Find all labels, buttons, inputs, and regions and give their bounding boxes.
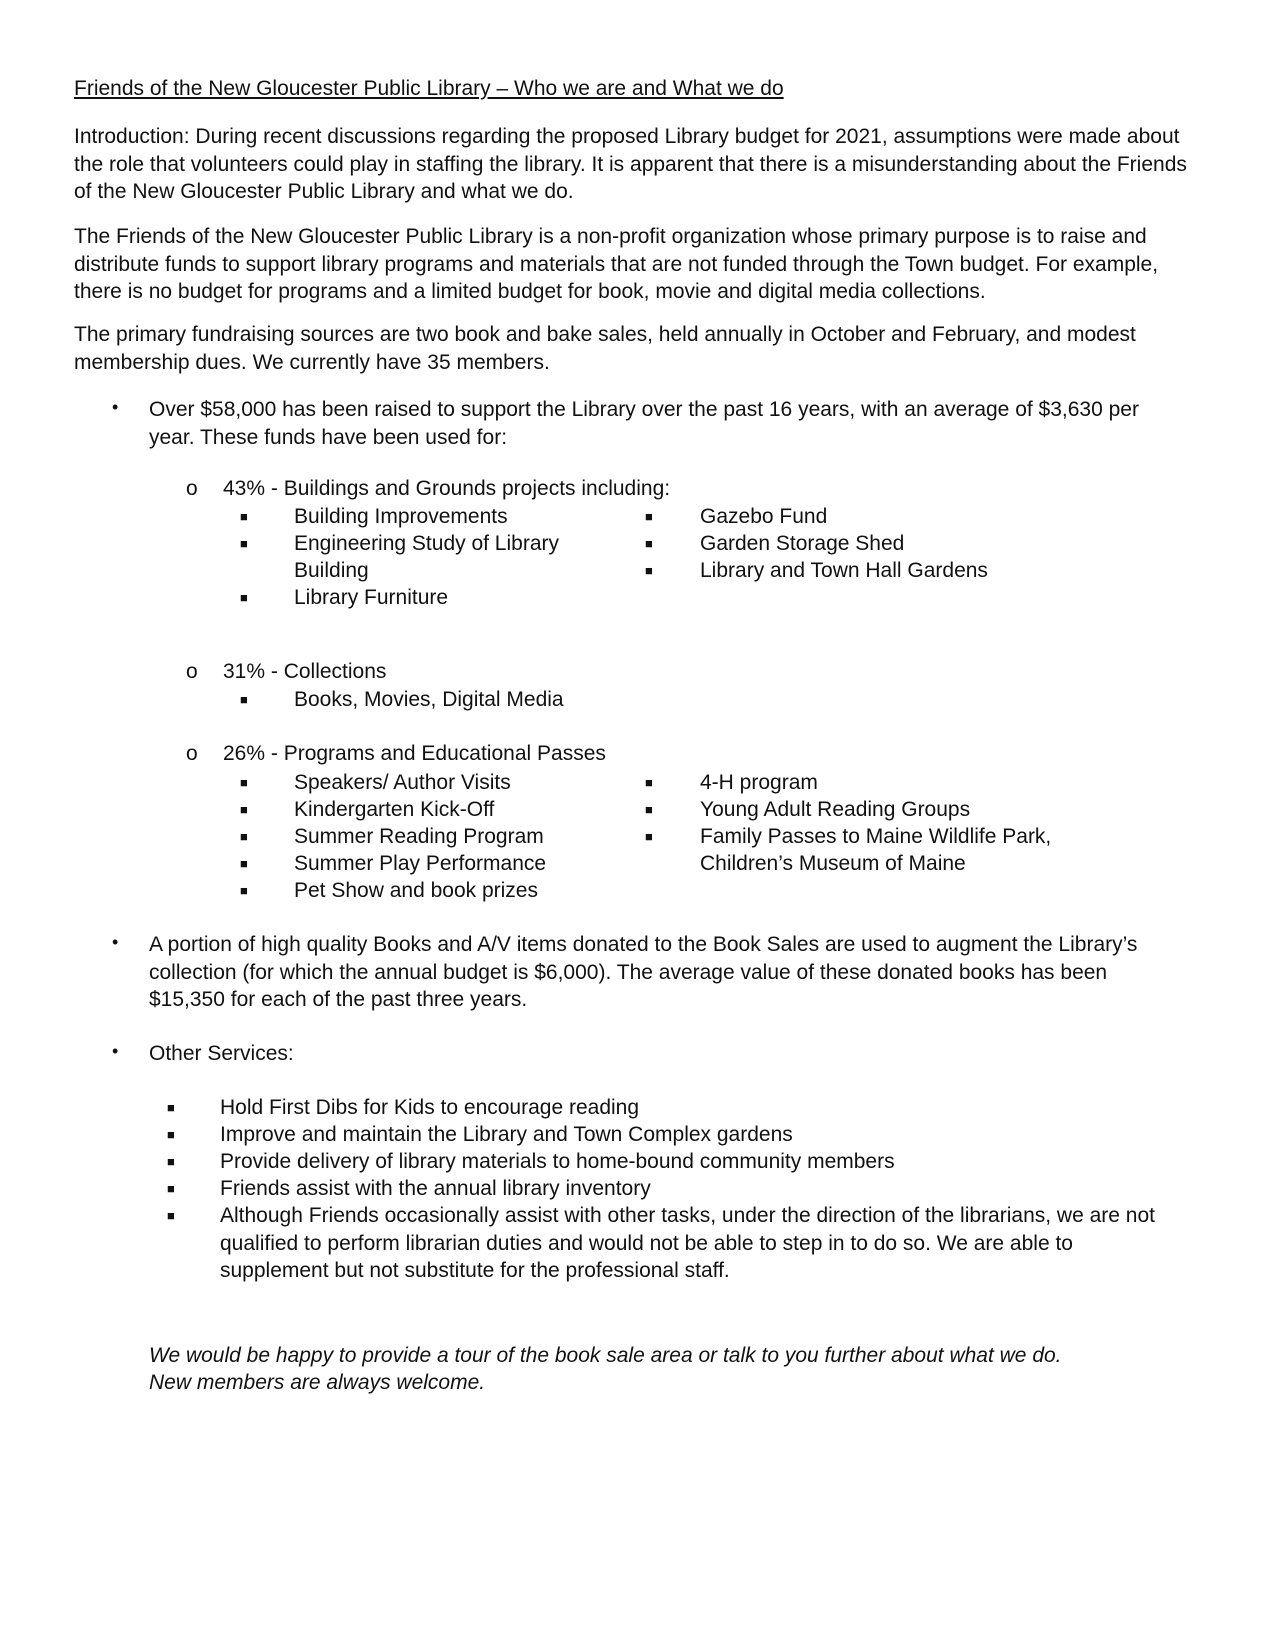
- intro-paragraph: Introduction: During recent discussions regarding the proposed Library budget for 2021, assumptions were made about the role that volunteers could play in staffing the library. It is apparent that there is a misunderstanding about the Friends of the New Gloucester Public Library and what we do.: [74, 125, 1187, 203]
- closing-line: New members are always welcome.: [149, 1371, 486, 1394]
- square-bullet-icon: ■: [240, 775, 248, 790]
- list-item: Summer Reading Program: [294, 825, 544, 848]
- bullet-dot-icon: •: [112, 932, 119, 952]
- programs-heading: 26% - Programs and Educational Passes: [223, 742, 606, 765]
- list-item: Gazebo Fund: [700, 505, 828, 528]
- list-item: Friends assist with the annual library inventory: [220, 1177, 651, 1200]
- list-item: Kindergarten Kick-Off: [294, 798, 495, 821]
- list-item: Garden Storage Shed: [700, 532, 905, 555]
- document-title: Friends of the New Gloucester Public Library – Who we are and What we do: [74, 77, 784, 100]
- square-bullet-icon: ■: [240, 692, 248, 707]
- square-bullet-icon: ■: [167, 1181, 175, 1196]
- square-bullet-icon: ■: [240, 590, 248, 605]
- list-item: Pet Show and book prizes: [294, 879, 538, 902]
- list-item: Although Friends occasionally assist with other tasks, under the direction of the librarians, we are not qualified to perform librarian duties and would not be able to step in to do so. We are able to supplement but not substitute for the professional staff.: [220, 1204, 1155, 1282]
- list-item: Summer Play Performance: [294, 852, 547, 875]
- circle-bullet-icon: o: [186, 742, 198, 765]
- bullet-dot-icon: •: [112, 397, 119, 417]
- square-bullet-icon: ■: [645, 829, 653, 844]
- square-bullet-icon: ■: [645, 775, 653, 790]
- square-bullet-icon: ■: [167, 1154, 175, 1169]
- square-bullet-icon: ■: [240, 883, 248, 898]
- square-bullet-icon: ■: [240, 802, 248, 817]
- square-bullet-icon: ■: [167, 1127, 175, 1142]
- list-item: Family Passes to Maine Wildlife Park,: [700, 825, 1052, 848]
- other-services-bullet: Other Services:: [149, 1042, 294, 1065]
- list-item: Engineering Study of Library: [294, 532, 559, 555]
- square-bullet-icon: ■: [240, 829, 248, 844]
- square-bullet-icon: ■: [167, 1100, 175, 1115]
- square-bullet-icon: ■: [240, 856, 248, 871]
- funds-bullet: Over $58,000 has been raised to support the Library over the past 16 years, with an average of $3,630 per year. These funds have been used for:: [149, 398, 1139, 449]
- square-bullet-icon: ■: [167, 1208, 175, 1223]
- list-item: Library Furniture: [294, 586, 449, 609]
- list-item: Children’s Museum of Maine: [700, 852, 966, 875]
- circle-bullet-icon: o: [186, 660, 198, 683]
- sources-paragraph: The primary fundraising sources are two book and bake sales, held annually in October and February, and modest membership dues. We currently have 35 members.: [74, 323, 1136, 374]
- square-bullet-icon: ■: [645, 509, 653, 524]
- square-bullet-icon: ■: [645, 563, 653, 578]
- bullet-dot-icon: •: [112, 1041, 119, 1061]
- list-item: Books, Movies, Digital Media: [294, 688, 564, 711]
- buildings-heading: 43% - Buildings and Grounds projects including:: [223, 477, 671, 500]
- list-item: Building: [294, 559, 369, 582]
- list-item: Speakers/ Author Visits: [294, 771, 511, 794]
- square-bullet-icon: ■: [240, 536, 248, 551]
- square-bullet-icon: ■: [645, 802, 653, 817]
- list-item: Library and Town Hall Gardens: [700, 559, 988, 582]
- list-item: Provide delivery of library materials to home-bound community members: [220, 1150, 895, 1173]
- list-item: Improve and maintain the Library and Town Complex gardens: [220, 1123, 793, 1146]
- donated-bullet: A portion of high quality Books and A/V items donated to the Book Sales are used to augment the Library’s collection (for which the annual budget is $6,000). The average value of these donated books has been $15,350 for each of the past three years.: [149, 933, 1138, 1011]
- collections-heading: 31% - Collections: [223, 660, 387, 683]
- purpose-paragraph: The Friends of the New Gloucester Public Library is a non-profit organization whose primary purpose is to raise and distribute funds to support library programs and materials that are not funded through the Town budget. For example, there is no budget for programs and a limited budget for book, movie and digital media collections.: [74, 225, 1159, 303]
- list-item: Young Adult Reading Groups: [700, 798, 971, 821]
- list-item: Hold First Dibs for Kids to encourage reading: [220, 1096, 640, 1119]
- square-bullet-icon: ■: [240, 509, 248, 524]
- list-item: Building Improvements: [294, 505, 508, 528]
- square-bullet-icon: ■: [645, 536, 653, 551]
- list-item: 4-H program: [700, 771, 818, 794]
- closing-line: We would be happy to provide a tour of the book sale area or talk to you further about what we do.: [149, 1344, 1062, 1367]
- circle-bullet-icon: o: [186, 477, 198, 500]
